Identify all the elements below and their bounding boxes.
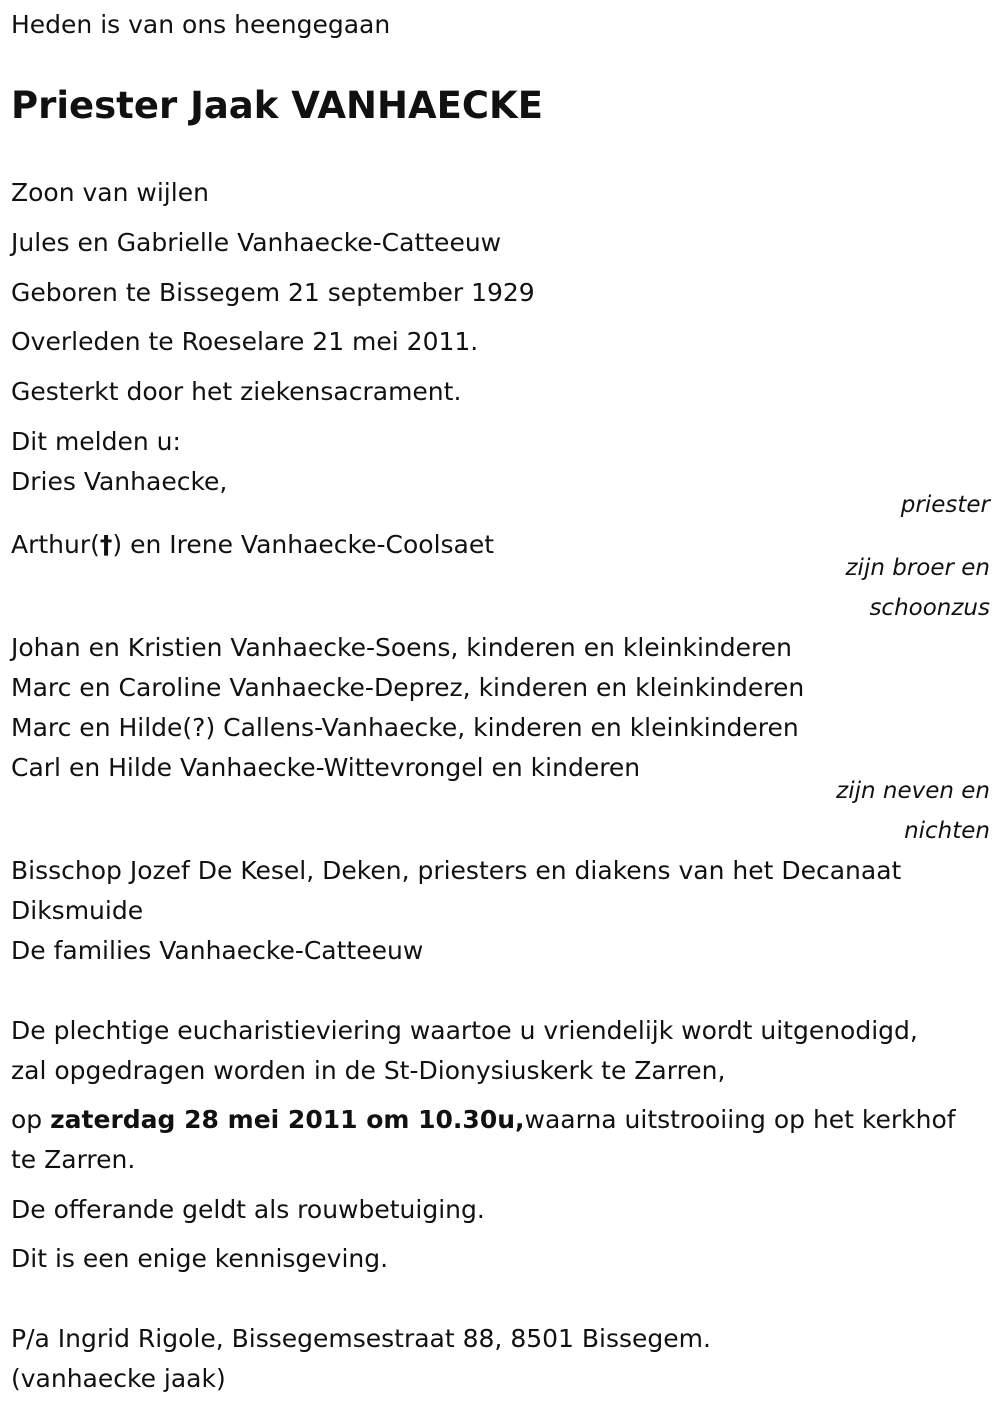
service-op: op xyxy=(11,1105,51,1134)
family-line: Johan en Kristien Vanhaecke-Soens, kinderen en kleinkinderen xyxy=(11,633,792,662)
family-line: Marc en Caroline Vanhaecke-Deprez, kinderen en kleinkinderen xyxy=(11,673,805,702)
service-after: waarna uitstrooiing op het kerkhof xyxy=(524,1105,956,1134)
mourner-relation: zijn broer en xyxy=(845,555,990,581)
families-line: De families Vanhaecke-Catteeuw xyxy=(11,936,424,965)
announce-label: Dit melden u: xyxy=(11,427,181,456)
reference-line: (vanhaecke jaak) xyxy=(11,1364,226,1393)
service-line: De plechtige eucharistieviering waartoe u vriendelijk wordt uitgenodigd, xyxy=(11,1016,918,1045)
family-relation: nichten xyxy=(904,818,990,844)
mourner-name: Dries Vanhaecke, xyxy=(11,467,228,496)
service-line: zal opgedragen worden in de St-Dionysiuskerk te Zarren, xyxy=(11,1056,726,1085)
mourner-name-prefix: Arthur( xyxy=(11,530,100,559)
family-line: Carl en Hilde Vanhaecke-Wittevrongel en kinderen xyxy=(11,753,641,782)
bio-line: Geboren te Bissegem 21 september 1929 xyxy=(11,278,535,307)
cross-icon: † xyxy=(99,530,113,559)
intro-text: Heden is van ons heengegaan xyxy=(11,10,391,39)
family-relation: zijn neven en xyxy=(836,778,990,804)
family-line: Marc en Hilde(?) Callens-Vanhaecke, kinderen en kleinkinderen xyxy=(11,713,799,742)
clergy-line: Diksmuide xyxy=(11,896,144,925)
address-line: P/a Ingrid Rigole, Bissegemsestraat 88, 8501 Bissegem. xyxy=(11,1324,711,1353)
notice-line: Dit is een enige kennisgeving. xyxy=(11,1244,389,1273)
bio-line: Overleden te Roeselare 21 mei 2011. xyxy=(11,327,479,356)
service-date: zaterdag 28 mei 2011 om 10.30u, xyxy=(50,1105,525,1134)
mourner-relation: schoonzus xyxy=(869,595,990,621)
mourner-name-suffix: ) en Irene Vanhaecke-Coolsaet xyxy=(112,530,495,559)
mourner-relation: priester xyxy=(900,492,990,518)
bio-line: Zoon van wijlen xyxy=(11,178,209,207)
bio-line: Gesterkt door het ziekensacrament. xyxy=(11,377,462,406)
deceased-name-heading: Priester Jaak VANHAECKE xyxy=(11,84,543,127)
clergy-line: Bisschop Jozef De Kesel, Deken, priesters en diakens van het Decanaat xyxy=(11,856,902,885)
service-line: te Zarren. xyxy=(11,1145,136,1174)
offering-line: De offerande geldt als rouwbetuiging. xyxy=(11,1195,485,1224)
service-line xyxy=(11,1105,956,1135)
bio-line: Jules en Gabrielle Vanhaecke-Catteeuw xyxy=(11,228,502,257)
mourner-name xyxy=(11,530,494,560)
